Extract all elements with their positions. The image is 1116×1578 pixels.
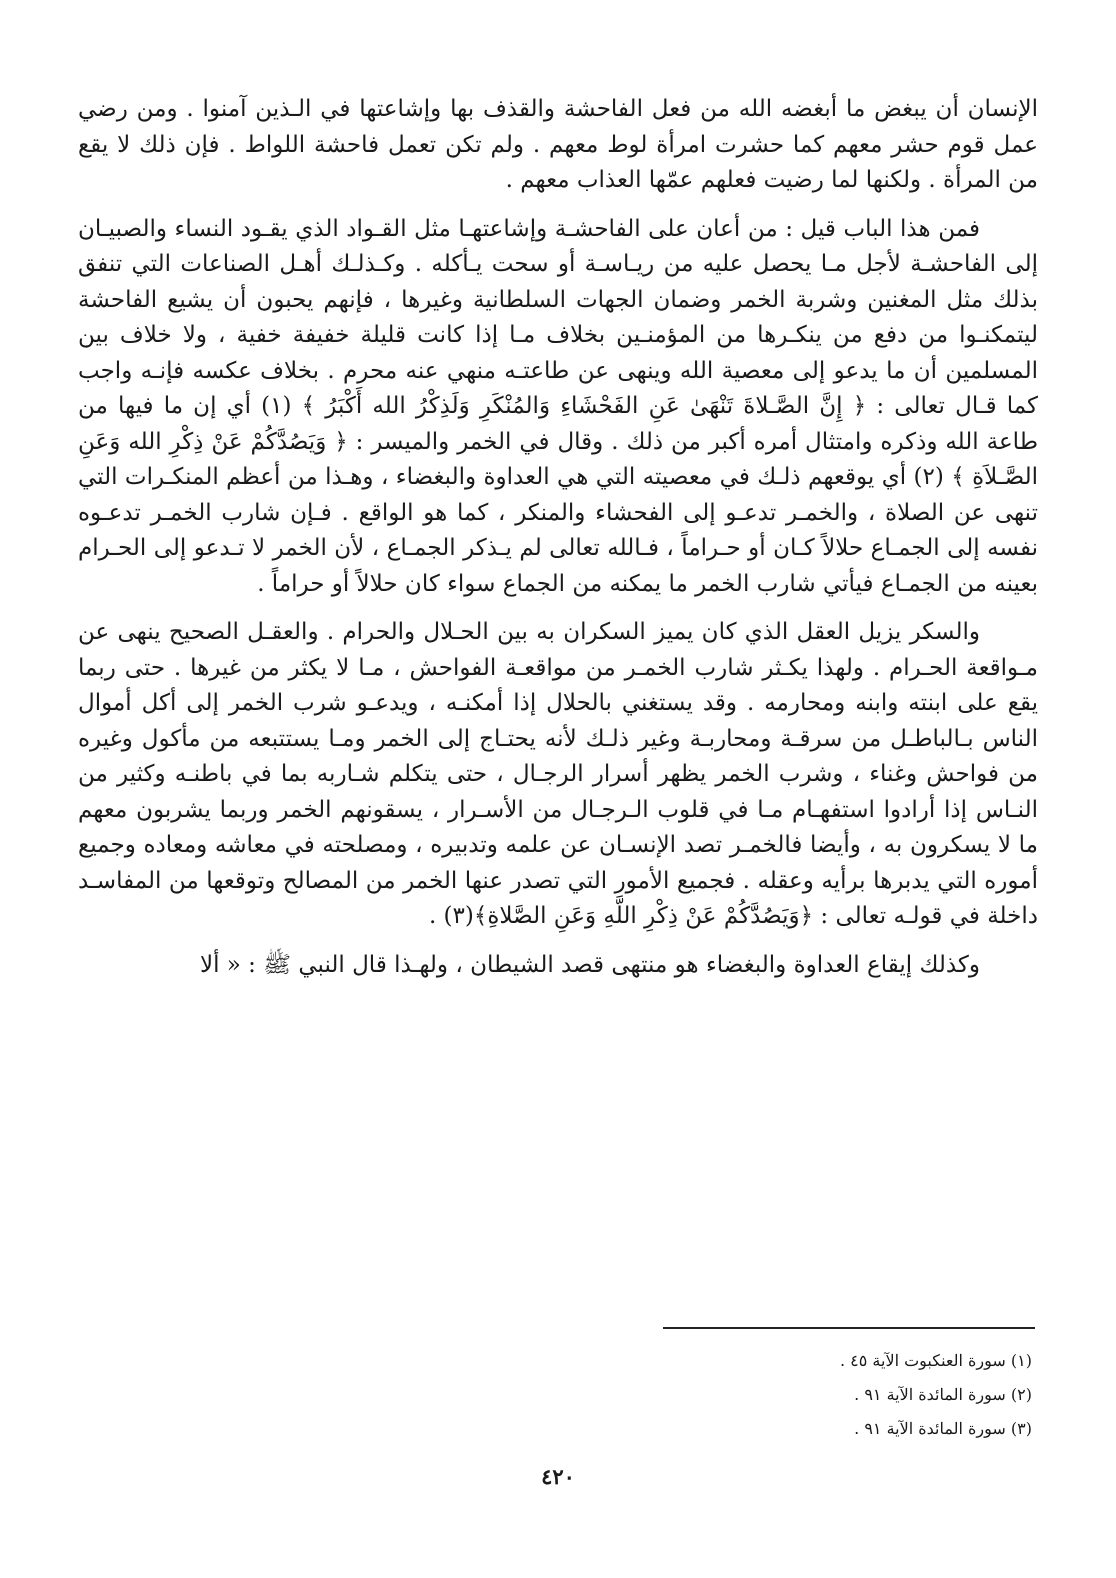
footnote-2: (٢) سورة المائدة الآية ٩١ . bbox=[854, 1385, 1032, 1404]
main-text bbox=[78, 92, 1038, 983]
paragraph-4: وكذلك إيقاع العداوة والبغضاء هو منتهى قصد الشيطان ، ولهـذا قال النبي ﷺ : « ألا bbox=[199, 951, 980, 978]
footnotes bbox=[600, 1344, 1032, 1446]
footnote-3: (٣) سورة المائدة الآية ٩١ . bbox=[854, 1419, 1032, 1438]
page-number: ٤٢٠ bbox=[541, 1464, 575, 1489]
paragraph-3: والسكر يزيل العقل الذي كان يميز السكران به بين الحـلال والحرام . والعقـل الصحيح ينهى عن مـواقعة الحـرام . ولهذا يكـثر شارب الخمـر من مواقعـة الفواحش ، مـا لا يكثر من غيرها . حتى ربما يقع على ابنته وابنه ومحارمه . وقد يستغني بالحلال إذا أمكنـه ، ويدعـو شرب الخمر إلى أكل أموال الناس بـالباطـل من سرقـة ومحاربـة وغير ذلـك لأنه يحتـاج إلى الخمر ومـا يستتبعه من مأكول وغيره من فواحش وغناء ، وشرب الخمر يظهر أسرار الرجـال ، حتى يتكلم شـاربه بما في باطنـه وكثير من النـاس إذا أرادوا استفهـام مـا في قلوب الـرجـال من الأسـرار ، يسقونهم الخمر وربما يشربون معهم ما لا يسكرون به ، وأيضا فالخمـر تصد الإنسـان عن علمه وتدبيره ، ومصلحته في معاشه ومعاده وجميع أموره التي يدبرها برأيه وعقله . فجميع الأمور التي تصدر عنها الخمر من المصالح وتوقعها من المفاسـد داخلة في قولـه تعالى : ﴿وَيَصُدَّكُمْ عَنْ ذِكْرِ اللَّهِ وَعَنِ الصَّلاةِ﴾(٣) . bbox=[78, 619, 1038, 929]
footnote-1: (١) سورة العنكبوت الآية ٤٥ . bbox=[839, 1351, 1032, 1370]
footnote-separator bbox=[663, 1327, 1035, 1329]
paragraph-1: الإنسان أن يبغض ما أبغضه الله من فعل الفاحشة والقذف بها وإشاعتها في الـذين آمنوا . ومن رضي عمل قوم حشر معهم كما حشرت امرأة لوط معهم . ولم تكن تعمل فاحشة اللواط . فإن ذلك لا يقع من المرأة . ولكنها لما رضيت فعلهم عمّها العذاب معهم . bbox=[78, 96, 1038, 193]
paragraph-2: فمن هذا الباب قيل : من أعان على الفاحشـة وإشاعتهـا مثل القـواد الذي يقـود النساء والصبيـان إلى الفاحشـة لأجل مـا يحصل عليه من ريـاسـة أو سحت يـأكله . وكـذلـك أهـل الصناعات التي تنفق بذلك مثل المغنين وشربة الخمر وضمان الجهات السلطانية وغيرها ، فإنهم يحبون أن يشيع الفاحشة ليتمكنـوا من دفع من ينكـرها من المؤمنـين بخلاف مـا إذا كانت قليلة خفيفة خفية ، ولا خلاف بين المسلمين أن ما يدعو إلى معصية الله وينهى عن طاعتـه منهي عنه محرم . بخلاف عكسه فإنـه واجب كما قـال تعالى : ﴿ إِنَّ الصَّـلاةَ تَنْهَىٰ عَنِ الفَحْشَاءِ وَالمُنْكَرِ وَلَذِكْرُ الله أَكْبَرُ ﴾ (١) أي إن ما فيها من طاعة الله وذكره وامتثال أمره أكبر من ذلك . وقال في الخمر والميسر : ﴿ وَيَصُدَّكُمْ عَنْ ذِكْرِ الله وَعَنِ الصَّـلاَةِ ﴾ (٢) أي يوقعهم ذلـك في معصيته التي هي العداوة والبغضاء ، وهـذا من أعظم المنكـرات التي تنهى عن الصلاة ، والخمـر تدعـو إلى الفحشاء والمنكر ، كما هو الواقع . فـإن شارب الخمـر تدعـوه نفسه إلى الجمـاع حلالاً كـان أو حـراماً ، فـالله تعالى لم يـذكر الجمـاع ، لأن الخمر لا تـدعو إلى الحـرام بعينه من الجمـاع فيأتي شارب الخمر ما يمكنه من الجماع سواء كان حلالاً أو حراماً . bbox=[78, 215, 1038, 597]
